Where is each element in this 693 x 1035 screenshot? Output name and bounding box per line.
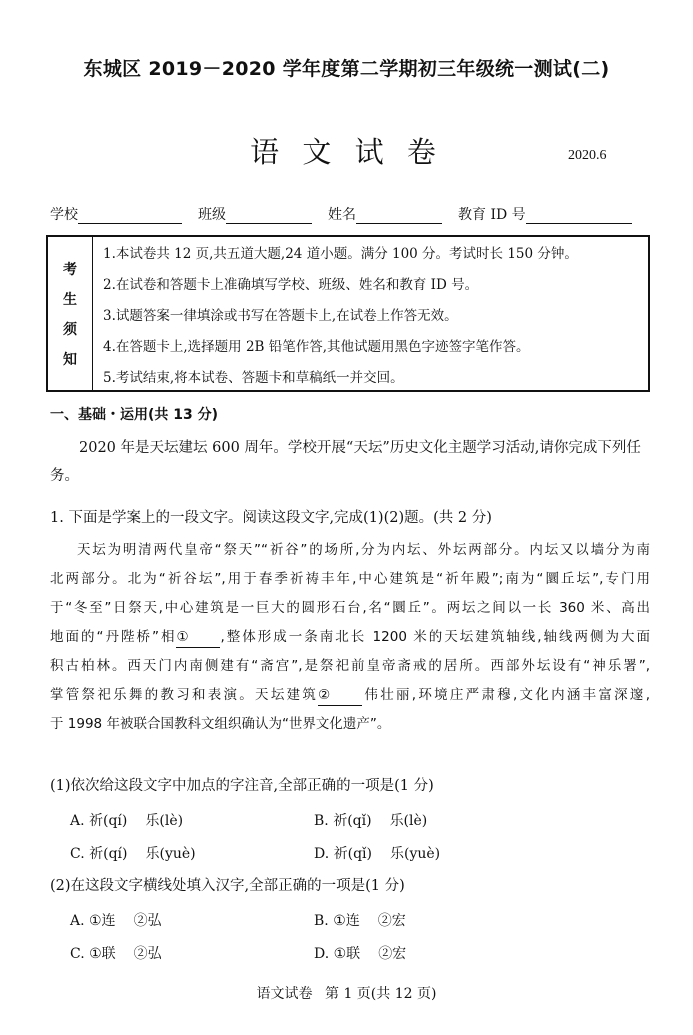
exam-date: 2020.6 [568,148,607,163]
option-part: A. ①连 [70,913,116,929]
passage-line: 于“冬至”日祭天,中心建筑是一巨大的圆形石台,名“圜丘”。两坛之间以一长 360 米、高出 [50,600,650,616]
notice-char: 考 [63,261,77,278]
notice-side-label [48,237,93,390]
option-part: 乐(yuè) [145,846,196,862]
exam-title: 东城区 2019－2020 学年度第二学期初三年级统一测试(二) [83,58,610,80]
class-blank [226,207,312,224]
notice-item: 3.试题答案一律填涂或书写在答题卡上,在试卷上作答无效。 [103,308,458,324]
name-label: 姓名 [328,207,356,223]
school-blank [78,207,182,224]
option-part: ②弘 [133,913,162,929]
notice-item: 1.本试卷共 12 页,共五道大题,24 道小题。满分 100 分。考试时长 150 分钟。 [103,246,578,262]
passage-fragment: 掌管祭祀乐舞的教习和表演。天坛建筑 [50,687,319,703]
passage-line: 于 1998 年被联合国教科文组织确认为“世界文化遗产”。 [50,716,391,732]
passage-fragment: ,整体形成一条南北长 1200 米的天坛建筑轴线,轴线两侧为大面 [220,629,650,645]
notice-char: 知 [63,351,77,368]
subquestion-1-stem: (1)依次给这段文字中加点的字注音,全部正确的一项是(1 分) [50,778,434,794]
option-part: D. ①联 [314,946,361,962]
passage-line: 天坛为明清两代皇帝“祭天”“祈谷”的场所,分为内坛、外坛两部分。内坛又以墙分为南 [77,542,650,558]
footer-page-number: 第 1 页(共 12 页) [325,986,437,1002]
option-part: ②宏 [377,913,406,929]
option-part: ②弘 [133,946,162,962]
passage-fragment: 伟壮丽,环境庄严肃穆,文化内涵丰富深邃, [362,687,651,703]
id-label: 教育 ID 号 [458,207,526,223]
option-1b [314,810,427,830]
class-field [198,204,328,224]
option-2c [70,943,162,963]
id-field [458,204,632,224]
notice-item: 5.考试结束,将本试卷、答题卡和草稿纸一并交回。 [103,370,404,386]
footer-subject: 语文试卷 [256,986,313,1002]
option-part: ②宏 [378,946,407,962]
option-part: 乐(lè) [389,813,428,829]
option-2d [314,943,406,963]
passage-line-with-blank-2 [50,681,650,710]
passage-line-with-blank-1 [50,623,650,652]
notice-item: 2.在试卷和答题卡上准确填写学校、班级、姓名和教育 ID 号。 [103,277,479,293]
option-part: C. ①联 [70,946,116,962]
name-field [328,204,458,224]
option-1d [314,843,440,863]
fill-blank-1: ① [176,627,220,648]
option-1c [70,843,196,863]
question-1-stem: 1. 下面是学案上的一段文字。阅读这段文字,完成(1)(2)题。(共 2 分) [50,510,492,526]
reading-passage [50,536,650,739]
option-part: B. 祈(qǐ) [314,813,372,829]
subquestion-2-stem: (2)在这段文字横线处填入汉字,全部正确的一项是(1 分) [50,878,405,894]
option-2a [70,910,162,930]
intro-paragraph: 2020 年是天坛建坛 600 周年。学校开展“天坛”历史文化主题学习活动,请你完成下列任务。 [50,440,641,484]
name-blank [356,207,442,224]
section-heading: 一、基础・运用(共 13 分) [50,407,219,423]
school-field [50,204,198,224]
option-part: 乐(lè) [145,813,184,829]
passage-line: 积古柏林。西天门内南侧建有“斋宫”,是祭祀前皇帝斋戒的居所。西部外坛设有“神乐署”, [50,658,650,674]
id-blank [526,207,632,224]
option-part: D. 祈(qǐ) [314,846,372,862]
option-2b [314,910,406,930]
fill-blank-2: ② [318,685,362,706]
class-label: 班级 [198,207,226,223]
option-part: B. ①连 [314,913,360,929]
notice-item: 4.在答题卡上,选择题用 2B 铅笔作答,其他试题用黑色字迹签字笔作答。 [103,339,530,355]
subject-title: 语 文 试 卷 [250,135,443,169]
passage-line: 北两部分。北为“祈谷坛”,用于春季祈祷丰年,中心建筑是“祈年殿”;南为“圜丘坛”,专门用 [50,571,650,587]
option-part: A. 祈(qí) [70,813,128,829]
option-part: 乐(yuè) [390,846,441,862]
exam-notice-box [46,235,650,392]
option-part: C. 祈(qí) [70,846,128,862]
school-label: 学校 [50,207,78,223]
passage-fragment: 地面的“丹陛桥”相 [50,629,177,645]
student-info-row [50,200,650,224]
option-1a [70,810,183,830]
notice-char: 须 [63,321,77,338]
notice-list [93,237,648,390]
notice-char: 生 [63,291,77,308]
page-footer [0,983,693,1003]
